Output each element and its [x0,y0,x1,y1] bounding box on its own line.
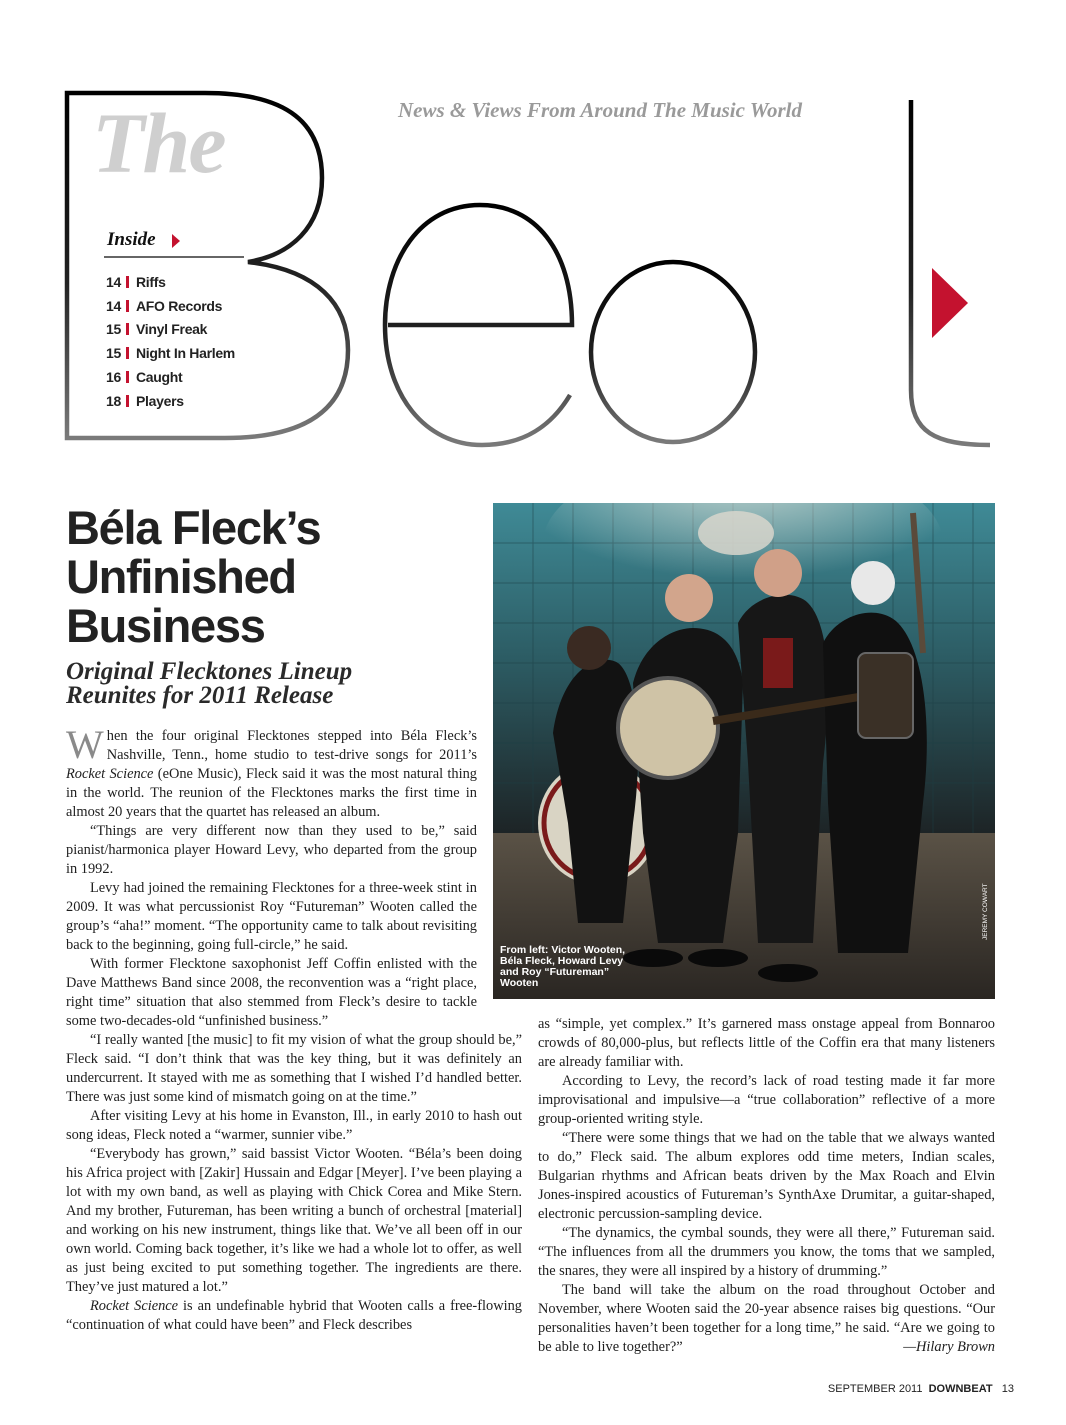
paragraph: The band will take the album on the road throughout October and November, where Wooten said the 20-year absence raises big questions. “Our personalities haven’t been together for a long time,” he said. “Are we going to be able to live together?” —Hilary Brown [538,1282,995,1355]
toc-bar [126,347,129,359]
the-word: The [92,95,225,191]
photo-caption: From left: Victor Wooten, Béla Fleck, Howard Levy and Roy “Futureman” Wooten [500,944,626,989]
toc-bar [126,276,129,288]
toc-page: 14 [106,273,121,290]
toc-page: 18 [106,392,121,409]
paragraph: Rocket Science is an undefinable hybrid that Wooten calls a free-flowing “continuation of what could have been” and Fleck describes [66,1298,522,1333]
toc-bar [126,323,129,335]
paragraph: “The dynamics, the cymbal sounds, they were all there,” Futureman said. “The influences from all the drummers you know, the toms that we sampled, the snares, they were all inspired by a history of drumming.” [538,1225,995,1279]
footer-magazine: DOWNBEAT [928,1383,993,1395]
article-column-2 [538,1015,995,1357]
toc-page: 15 [106,345,121,362]
toc-bar [126,395,129,407]
toc-item[interactable] [106,294,306,318]
toc-item[interactable] [106,389,306,413]
toc-title: Vinyl Freak [136,321,208,338]
paragraph: “Everybody has grown,” said bassist Victor Wooten. “Béla’s been doing his Africa project with [Zakir] Hussain and Edgar [Meyer]. I’ve been playing a lot with my own band, as well as playing with Chick Corea and Mike Stern. And my brother, Futureman, has been writing a bunch of orchestral [material] and working on his new instrument, things like that. We’ve all been off in our own world. Coming back together, it’s like we had a whole lot to offer, as well as just being excited to put something together. The ingredients are there. They’ve just matured a lot.” [66,1146,522,1295]
headline-line: Unfinished [66,550,296,603]
paragraph: According to Levy, the record’s lack of road testing made it far more improvisational and impulsive—a “true collaboration” reflective of a more group-oriented writing style. [538,1073,995,1127]
article-column-1 [66,722,477,1031]
headline-line: Business [66,599,265,652]
inside-label: Inside [107,229,156,250]
deck-line: Reunites for 2011 Release [66,682,334,709]
deck-line: Original Flecktones Lineup [66,658,353,685]
article-deck [66,660,486,708]
paragraph: “Things are very different now than they used to be,” said pianist/harmonica player Howard Levy, who departed from the group in 1992. [66,823,477,877]
headline-line: Béla Fleck’s [66,501,321,554]
toc-title: Riffs [136,273,166,290]
toc-item[interactable] [106,365,306,389]
toc-bar [126,371,129,383]
toc-page: 16 [106,369,121,386]
photo-credit: JEREMY COWART [982,883,989,940]
paragraph: Levy had joined the remaining Flecktones for a three-week stint in 2009. It was what percussionist Roy “Futureman” Wooten called the group’s “aha!” moment. “The opportunity came to talk about revisiting back to the beginning, going full-circle,” he said. [66,880,477,953]
paragraph: After visiting Levy at his home in Evanston, Ill., in early 2010 to hash out song ideas, Fleck noted a “warmer, sunnier vibe.” [66,1108,522,1143]
tagline: News & Views From Around The Music World [398,98,802,122]
toc-item[interactable] [106,270,306,294]
band-photo-illustration [493,503,995,999]
toc-bar [126,300,129,312]
article-column-1-lower [66,1031,522,1335]
toc-item[interactable] [106,341,306,365]
paragraph: With former Flecktone saxophonist Jeff Coffin enlisted with the Dave Matthews Band since 2008, the reconvention was a “right place, right time” situation that also stemmed from Fleck’s desire to tackle some two-decades-old “unfinished business.” [66,956,477,1029]
article-headline [66,503,486,650]
toc-page: 15 [106,321,121,338]
inside-arrow-icon [172,234,180,248]
paragraph: “There were some things that we had on the table that we always wanted to do,” Fleck said. The album explores odd time meters, Indian scales, Bulgarian rhythms and African beats driven by the Max Roach and Elvin Jones-inspired acoustics of Futureman’s SynthAxe Drumitar, a guitar-shaped, electronic percussion-sampling device. [538,1130,995,1222]
toc-page: 14 [106,297,121,314]
paragraph: as “simple, yet complex.” It’s garnered mass onstage appeal from Bonnaroo crowds of 80,000-plus, but reflects little of the Coffin era that many listeners are already familiar with. [538,1016,995,1070]
toc-title: AFO Records [136,297,223,314]
drop-cap: W [66,722,104,767]
toc-title: Players [136,392,184,409]
toc-title: Caught [136,369,183,386]
paragraph: When the four original Flecktones stepped into Béla Fleck’s Nashville, Tenn., home studio to test-drive songs for 2011’s Rocket Science (eOne Music), Fleck said it was the most natural thing in the world. The reunion of the Flecktones marks the first time in almost 20 years that the quartet has released an album. [66,722,477,820]
footer-date: SEPTEMBER 2011 [827,1383,923,1395]
inside-divider [104,256,244,258]
byline: —Hilary Brown [903,1339,995,1355]
toc-item[interactable] [106,318,306,342]
page-footer [828,1383,1014,1395]
footer-page-number: 13 [1001,1383,1014,1395]
toc-title: Night In Harlem [136,345,235,362]
inside-toc [106,270,306,413]
band-photo [493,503,995,999]
paragraph: “I really wanted [the music] to fit my vision of what the group should be,” Fleck said. “I don’t think that was the key thing, but it was definitely an undercurrent. It stayed with me as something that I wished I’d handled better. There was just some kind of mismatch going on at the time.” [66,1032,522,1105]
red-triangle-icon [932,268,968,338]
